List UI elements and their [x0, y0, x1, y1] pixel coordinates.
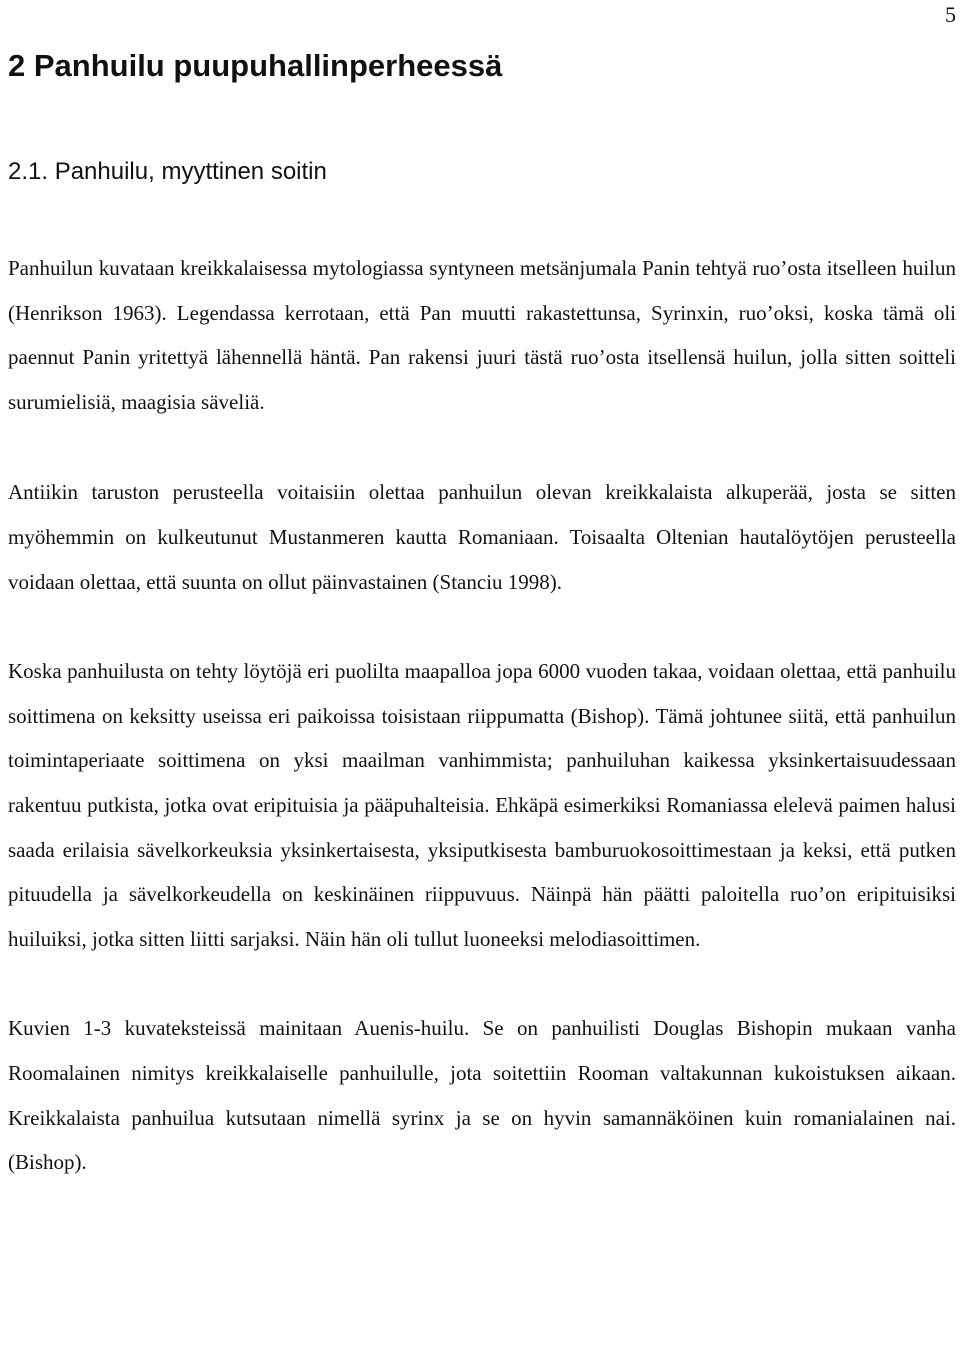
chapter-title: 2 Panhuilu puupuhallinperheessä [8, 48, 503, 83]
paragraph-origin: Antiikin taruston perusteella voitaisiin olettaa panhuilun olevan kreikkalaista alkuperää, josta se sitten myöhemmin on kulkeutunut Mustanmeren kautta Romaniaan. Toisaalta Oltenian hautalöytöjen perusteella voidaan olettaa, että suunta on ollut päinvastainen (Stanciu 1998). [8, 480, 956, 594]
paragraph-auenis: Kuvien 1-3 kuvateksteissä mainitaan Auenis-huilu. Se on panhuilisti Douglas Bishopin mukaan vanha Roomalainen nimitys kreikkalaiselle panhuilulle, jota soitettiin Rooman valtakunnan kukoistuksen aikaan. Kreikkalaista panhuilua kutsutaan nimellä syrinx ja se on hyvin samannäköinen kuin romanialainen nai. (Bishop). [8, 1016, 956, 1175]
body-text [8, 246, 956, 1231]
paragraph-pan-myth: Panhuilun kuvataan kreikkalaisessa mytologiassa syntyneen metsänjumala Panin tehtyä ruo’osta itselleen huilun (Henrikson 1963). Legendassa kerrotaan, että Pan muutti rakastettunsa, Syrinxin, ruo’oksi, koska tämä oli paennut Panin yritettyä lähennellä häntä. Pan rakensi juuri tästä ruo’osta itsellensä huilun, jolla sitten soitteli surumielisiä, maagisia säveliä. [8, 256, 956, 414]
section-title: 2.1. Panhuilu, myyttinen soitin [8, 158, 327, 185]
page-number: 5 [945, 2, 956, 27]
paragraph-invention: Koska panhuilusta on tehty löytöjä eri puolilta maapalloa jopa 6000 vuoden takaa, voidaan olettaa, että panhuilu soittimena on keksitty useissa eri paikoissa toisistaan riippumatta (Bishop). Tämä johtunee siitä, että panhuilun toimintaperiaate soittimena on yksi maailman vanhimmista; panhuiluhan kaikessa yksinkertaisuudessaan rakentuu putkista, jotka ovat eripituisia ja pääpuhalteisia. Ehkäpä esimerkiksi Romaniassa elelevä paimen halusi saada erilaisia sävelkorkeuksia yksinkertaisesta, yksiputkisesta bamburuokosoittimestaan ja keksi, että putken pituudella ja sävelkorkeudella on keskinäinen riippuvuus. Näinpä hän päätti paloitella ruo’on eripituisiksi huiluiksi, jotka sitten liitti sarjaksi. Näin hän oli tullut luoneeksi melodiasoittimen. [8, 659, 956, 951]
